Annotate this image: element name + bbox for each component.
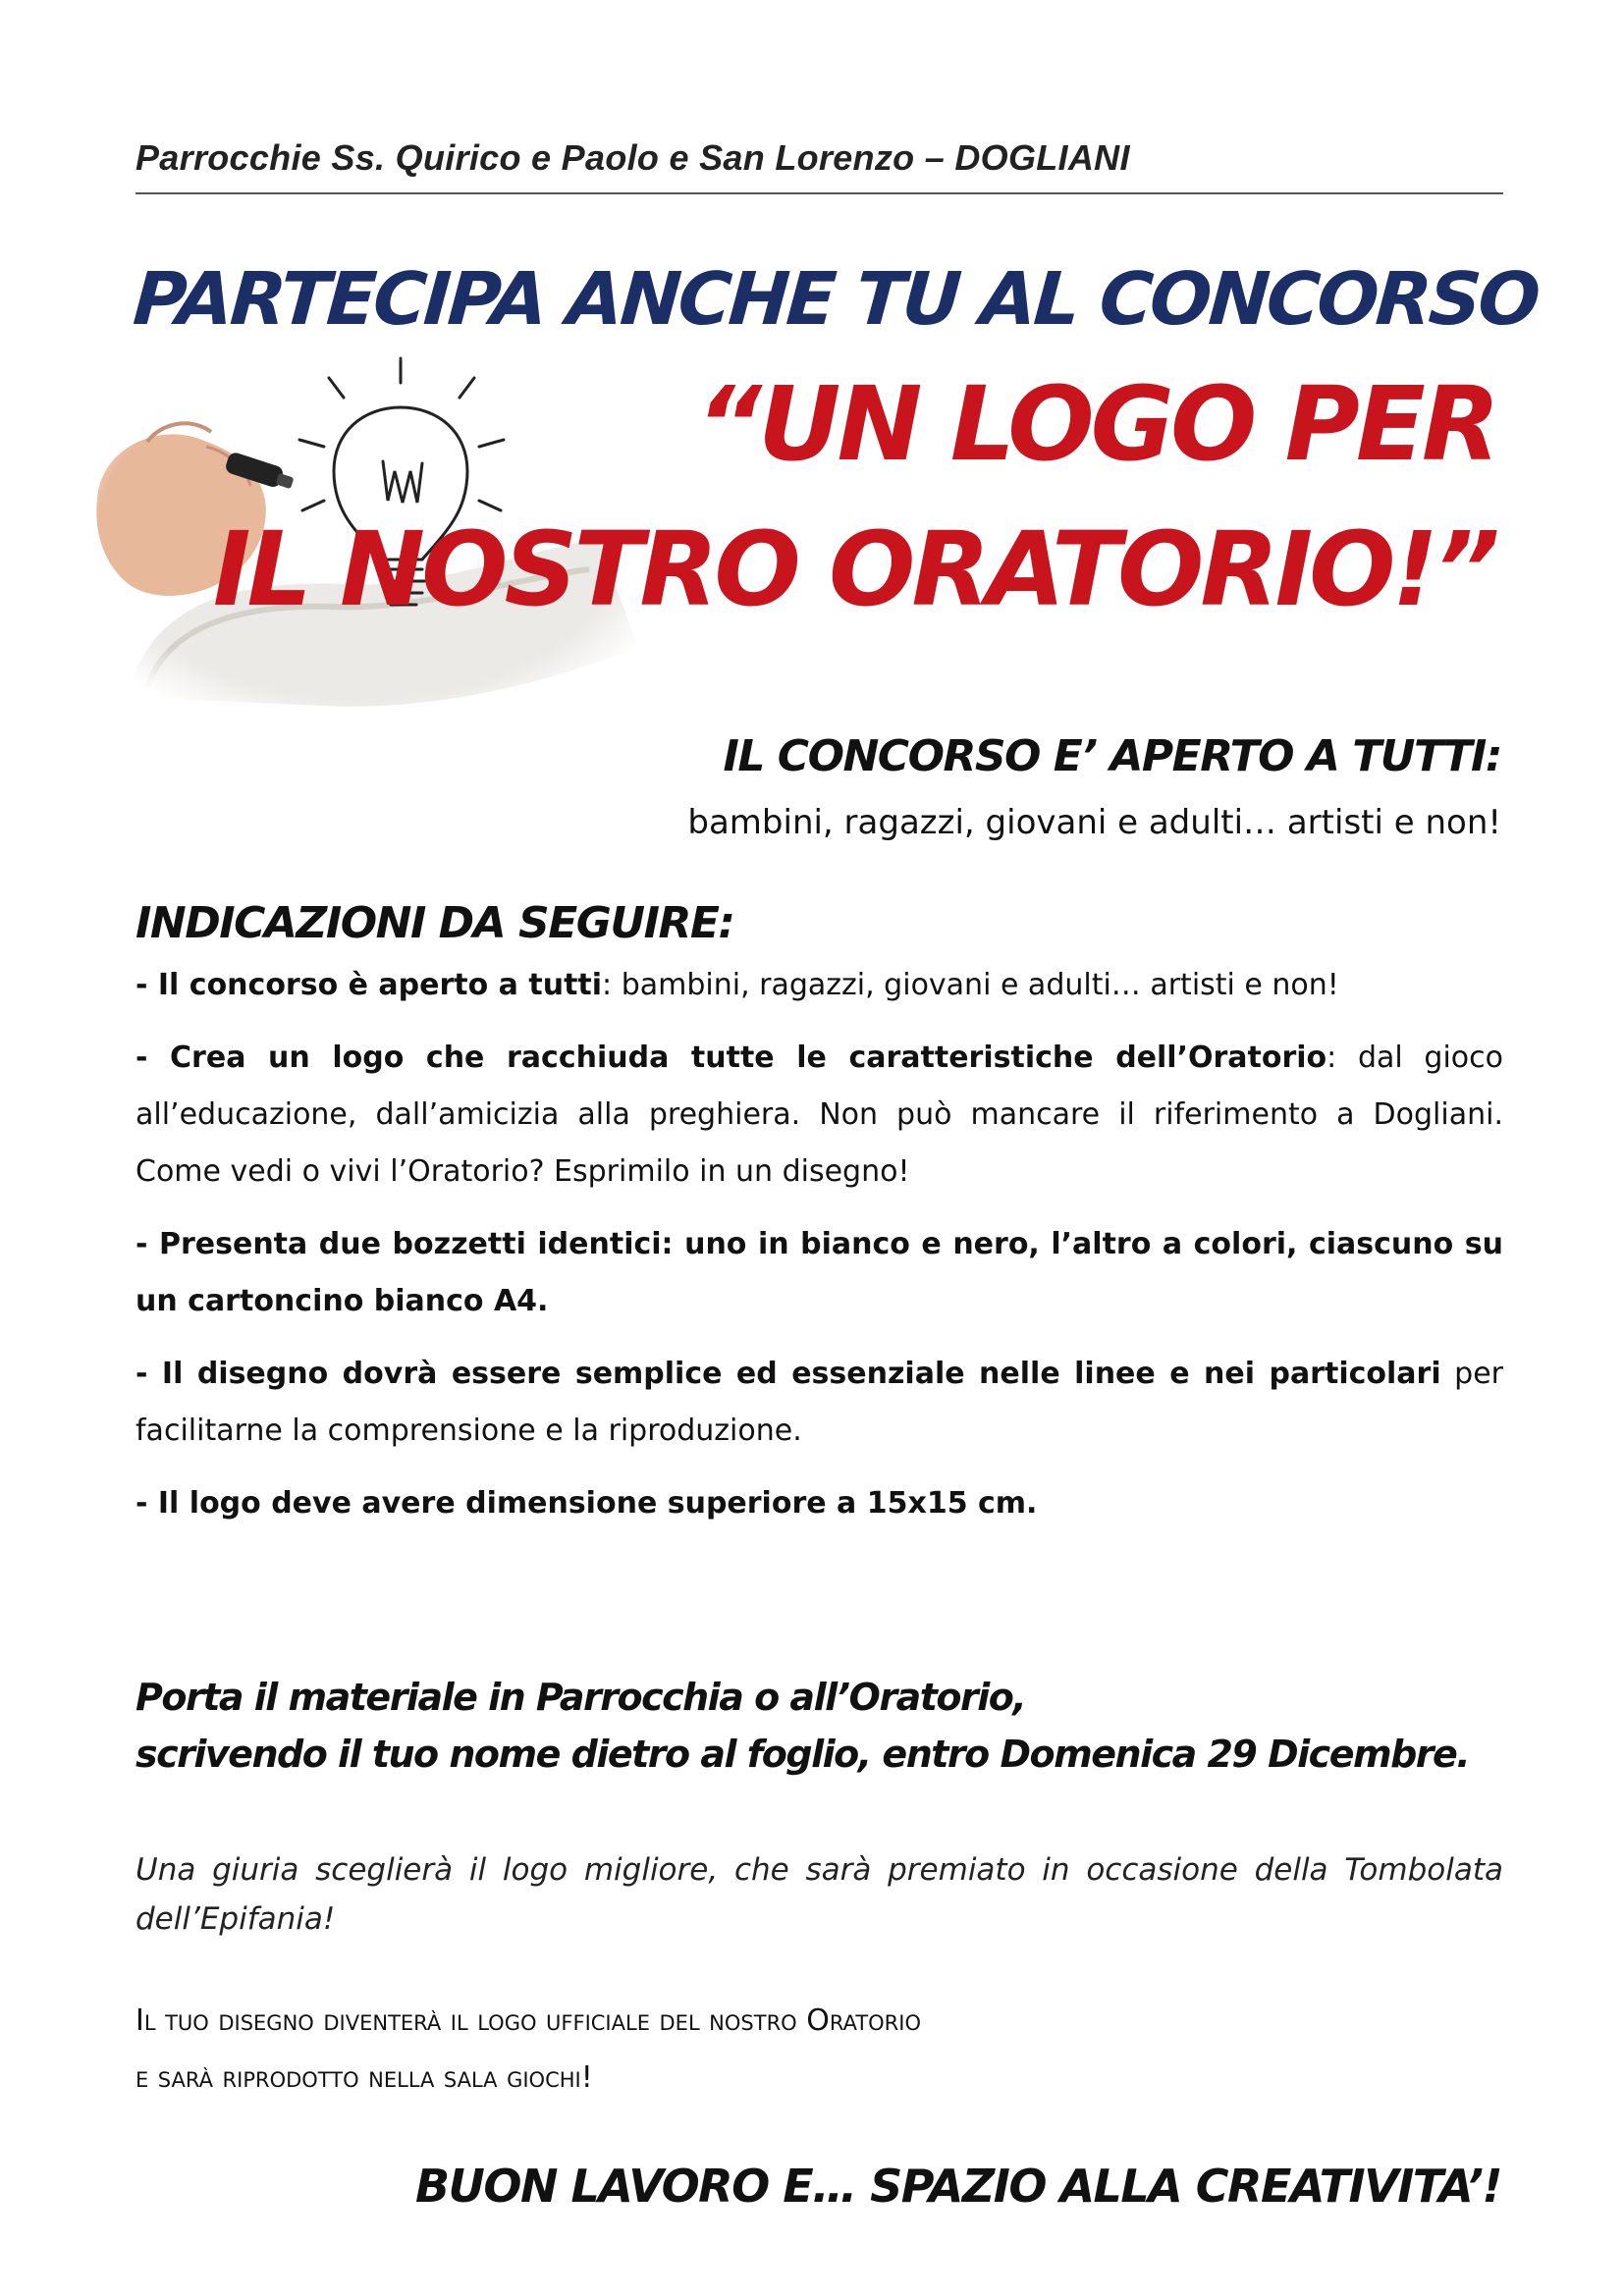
jury-note: Una giuria sceglierà il logo migliore, che sarà premiato in occasione della Tombolata dell’Epifania! bbox=[135, 1852, 1503, 1937]
item-text: : dal gioco all’educazione, dall’amicizia alla preghiera. Non può mancare il riferimento a Dogliani. Come vedi o vivi l’Oratorio? Esprimilo in un disegno! bbox=[135, 1041, 1503, 1189]
open-subtitle: bambini, ragazzi, giovani e adulti… artisti e non! bbox=[687, 803, 1501, 842]
delivery-line-2: scrivendo il tuo nome dietro al foglio, entro Domenica 29 Dicembre. bbox=[135, 1733, 1470, 1776]
list-item bbox=[135, 1346, 1503, 1460]
closing-line: BUON LAVORO E… SPAZIO ALLA CREATIVITA’! bbox=[414, 2160, 1501, 2213]
parish-header: Parrocchie Ss. Quirico e Paolo e San Lorenzo – DOGLIANI bbox=[135, 137, 1130, 178]
list-item bbox=[135, 1216, 1503, 1330]
list-item bbox=[135, 957, 1503, 1014]
title-line-3: IL NOSTRO ORATORIO!” bbox=[212, 509, 1496, 629]
open-heading: IL CONCORSO E’ APERTO A TUTTI: bbox=[723, 731, 1501, 781]
item-bold: - Il concorso è aperto a tutti bbox=[135, 968, 603, 1002]
list-item bbox=[135, 1030, 1503, 1201]
item-text: per facilitarne la comprensione e la riproduzione. bbox=[135, 1357, 1503, 1448]
instructions-list bbox=[135, 957, 1503, 1548]
header-divider bbox=[135, 192, 1503, 194]
delivery-line-1: Porta il materiale in Parrocchia o all’Oratorio, bbox=[135, 1676, 1026, 1719]
item-bold: - Il disegno dovrà essere semplice ed essenziale nelle linee e nei particolari bbox=[135, 1357, 1441, 1391]
item-bold: - Crea un logo che racchiuda tutte le caratteristiche dell’Oratorio bbox=[135, 1041, 1327, 1075]
item-bold: - Presenta due bozzetti identici: uno in bianco e nero, l’altro a colori, ciascuno su un cartoncino bianco A4. bbox=[135, 1227, 1503, 1318]
list-item bbox=[135, 1475, 1503, 1532]
official-logo-note bbox=[135, 1993, 921, 2107]
delivery-instructions bbox=[135, 1669, 1469, 1783]
item-text: : bambini, ragazzi, giovani e adulti… artisti e non! bbox=[602, 968, 1339, 1002]
official-logo-line-2: e sarà riprodotto nella sala giochi! bbox=[135, 2060, 593, 2095]
instructions-heading: INDICAZIONI DA SEGUIRE: bbox=[135, 898, 734, 948]
item-bold: - Il logo deve avere dimensione superiore a 15x15 cm. bbox=[135, 1486, 1038, 1521]
title-line-2: “UN LOGO PER bbox=[696, 364, 1496, 484]
official-logo-line-1: Il tuo disegno diventerà il logo ufficiale del nostro Oratorio bbox=[135, 2003, 921, 2038]
title-line-1: PARTECIPA ANCHE TU AL CONCORSO bbox=[130, 257, 1541, 342]
